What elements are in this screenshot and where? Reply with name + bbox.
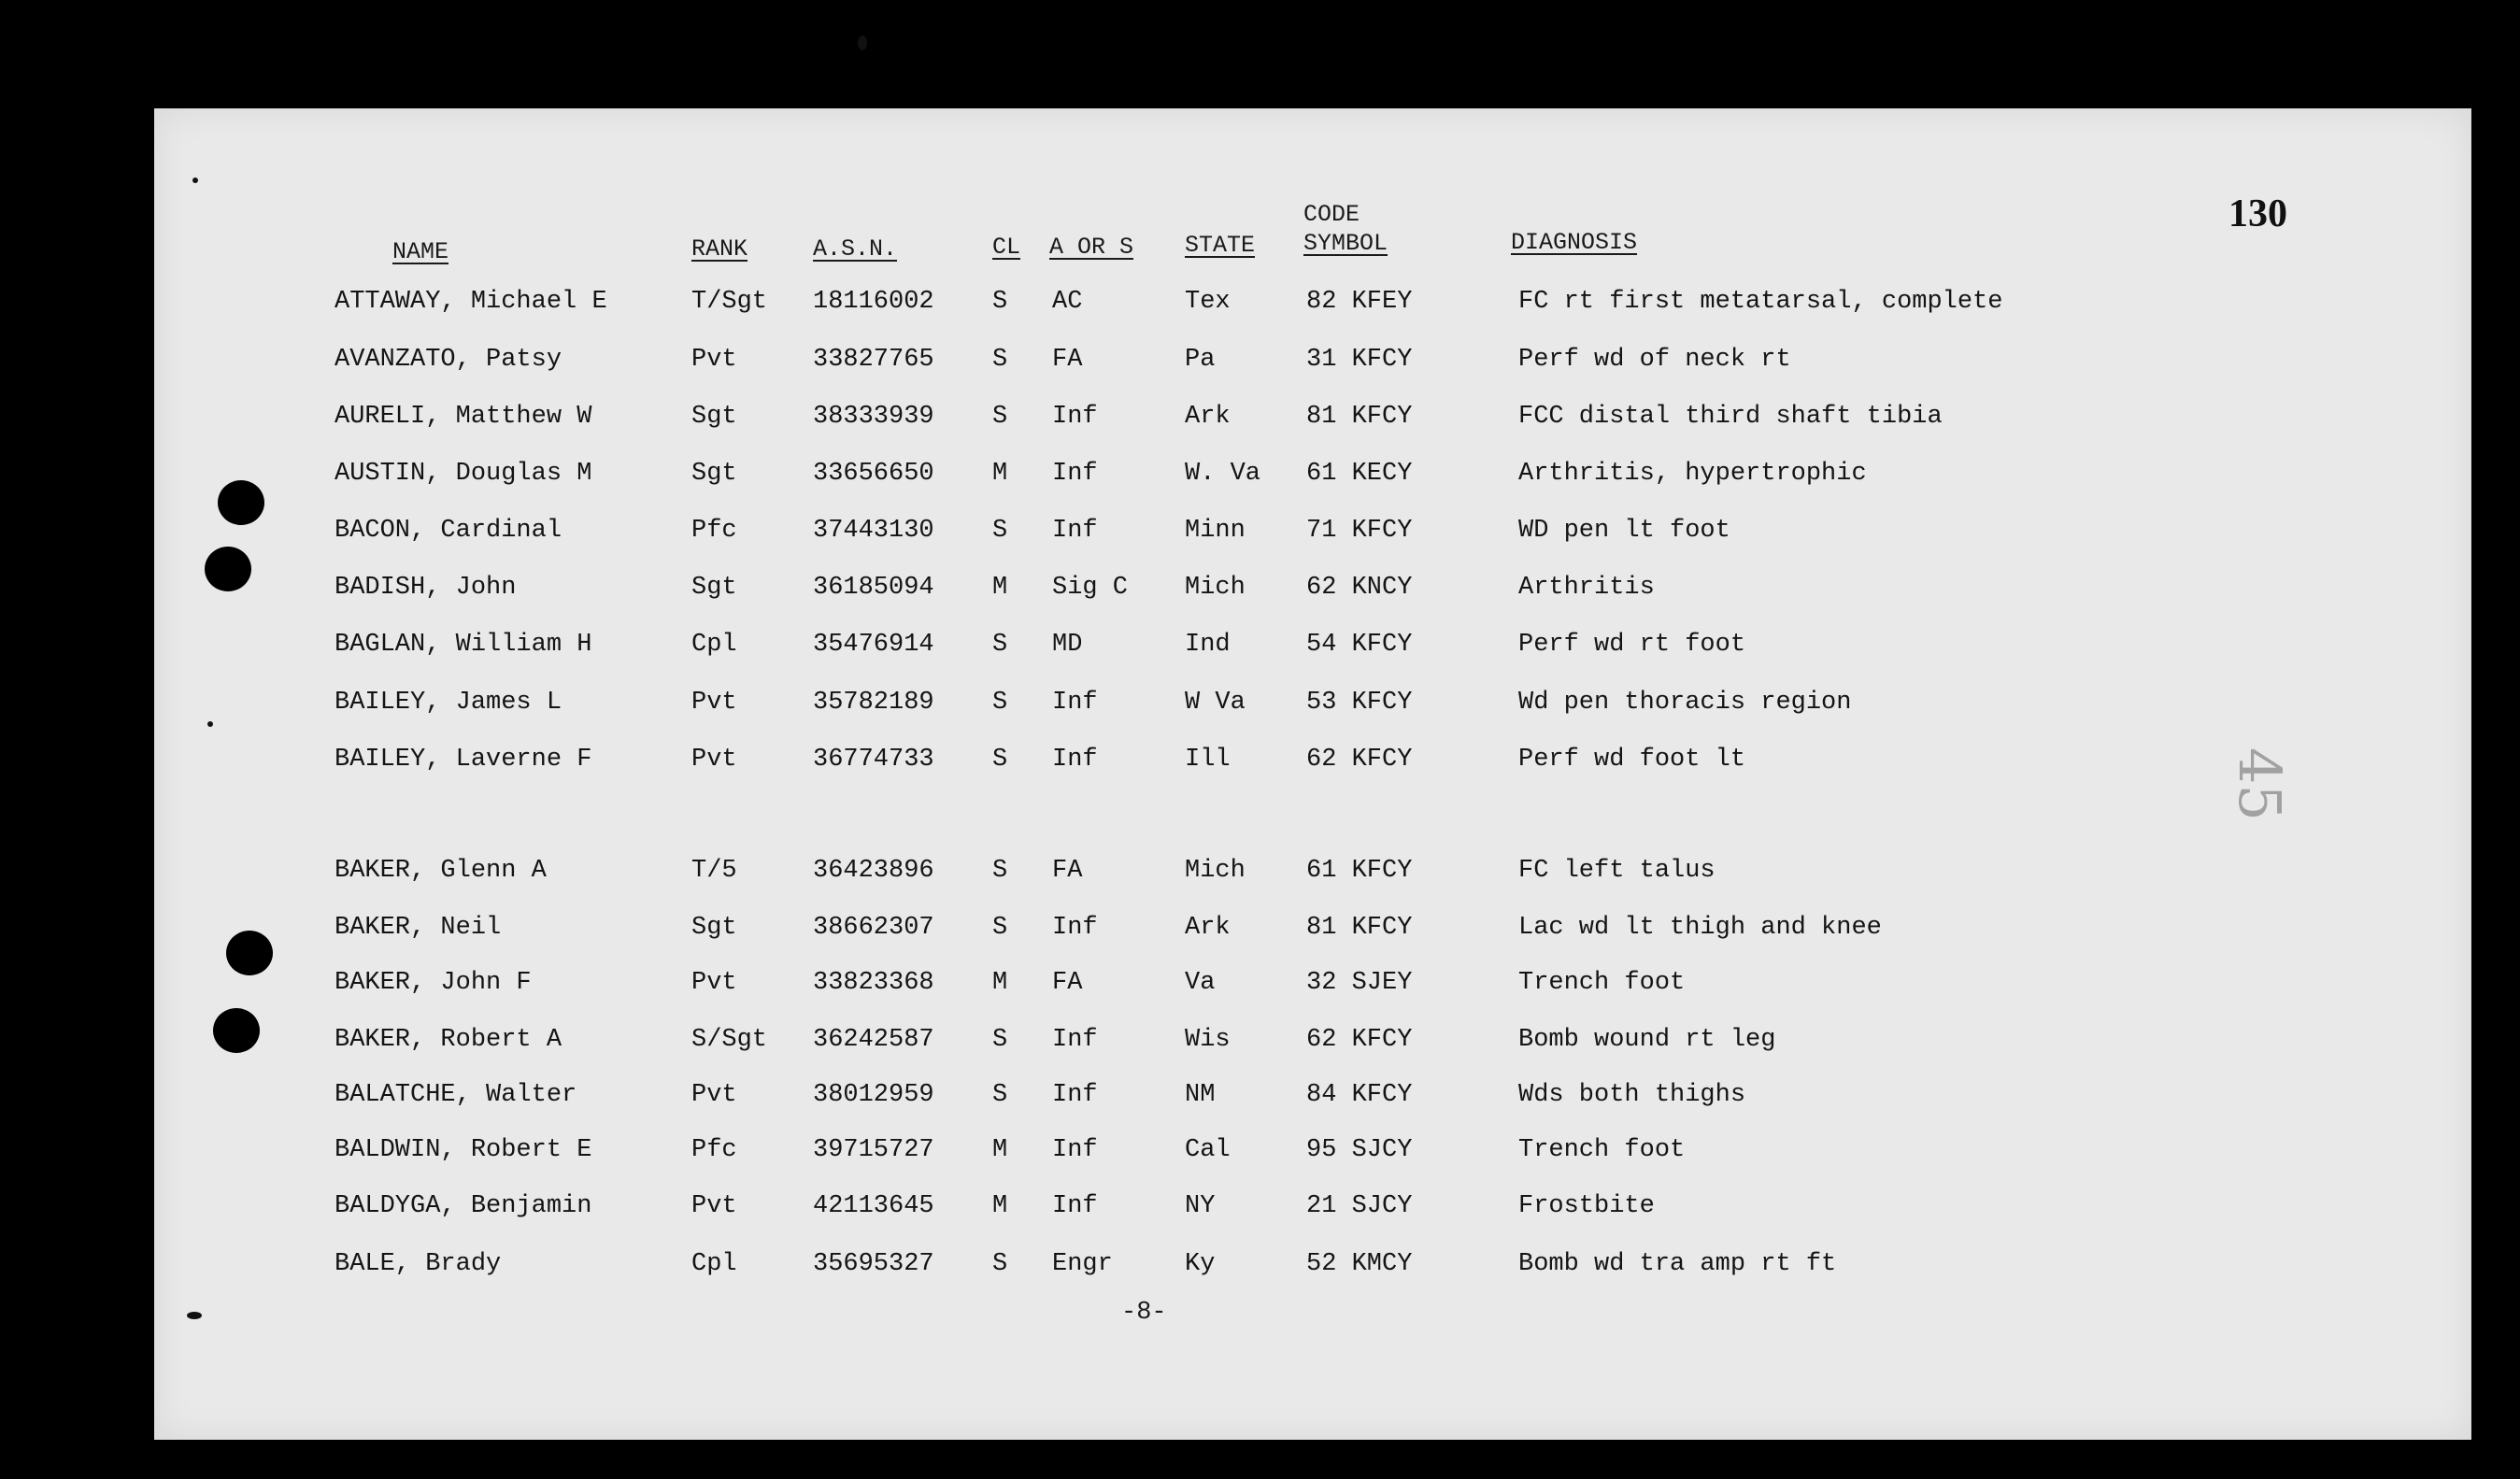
cell-a-or-s: Inf [1052, 689, 1098, 717]
page-number: 130 [2228, 192, 2287, 235]
page-footer: -8- [1121, 1299, 1167, 1327]
cell-cl: M [992, 969, 1008, 997]
cell-asn: 38662307 [813, 914, 934, 942]
cell-a-or-s: AC [1052, 288, 1083, 316]
cell-a-or-s: FA [1052, 346, 1083, 374]
table-row [0, 288, 2520, 329]
scan-speck [858, 36, 867, 50]
cell-code: 54 KFCY [1306, 631, 1413, 659]
cell-name: BAGLAN, William H [335, 631, 592, 659]
cell-a-or-s: Inf [1052, 1026, 1098, 1054]
margin-note: 45 [2226, 747, 2294, 821]
table-row [0, 403, 2520, 444]
cell-diagnosis: Bomb wd tra amp rt ft [1518, 1250, 1837, 1278]
cell-asn: 38012959 [813, 1081, 934, 1109]
header-symbol: SYMBOL [1303, 230, 1388, 257]
cell-asn: 36423896 [813, 857, 934, 885]
cell-name: ATTAWAY, Michael E [335, 288, 607, 316]
cell-name: BALDYGA, Benjamin [335, 1192, 592, 1220]
cell-a-or-s: Inf [1052, 1192, 1098, 1220]
cell-diagnosis: Wds both thighs [1518, 1081, 1746, 1109]
header-rank: RANK [691, 235, 748, 263]
cell-rank: T/5 [691, 857, 737, 885]
table-row [0, 1081, 2520, 1122]
cell-diagnosis: Bomb wound rt leg [1518, 1026, 1776, 1054]
cell-asn: 18116002 [813, 288, 934, 316]
cell-asn: 38333939 [813, 403, 934, 431]
cell-cl: M [992, 1192, 1008, 1220]
cell-state: Wis [1185, 1026, 1231, 1054]
cell-code: 82 KFEY [1306, 288, 1413, 316]
cell-code: 84 KFCY [1306, 1081, 1413, 1109]
cell-state: Pa [1185, 346, 1216, 374]
header-asn: A.S.N. [813, 235, 898, 263]
cell-state: NY [1185, 1192, 1216, 1220]
cell-diagnosis: Perf wd foot lt [1518, 746, 1746, 774]
table-row [0, 1192, 2520, 1233]
table-row [0, 517, 2520, 558]
cell-cl: S [992, 1250, 1008, 1278]
scan-speck [187, 1312, 202, 1319]
cell-name: AURELI, Matthew W [335, 403, 592, 431]
cell-code: 81 KFCY [1306, 914, 1413, 942]
table-row [0, 574, 2520, 615]
cell-state: Ky [1185, 1250, 1216, 1278]
cell-code: 32 SJEY [1306, 969, 1413, 997]
cell-state: NM [1185, 1081, 1216, 1109]
cell-a-or-s: Inf [1052, 460, 1098, 488]
cell-diagnosis: Wd pen thoracis region [1518, 689, 1852, 717]
cell-rank: S/Sgt [691, 1026, 768, 1054]
cell-state: Ind [1185, 631, 1231, 659]
cell-a-or-s: Inf [1052, 914, 1098, 942]
cell-code: 61 KFCY [1306, 857, 1413, 885]
cell-asn: 39715727 [813, 1136, 934, 1164]
cell-state: W Va [1185, 689, 1246, 717]
cell-a-or-s: MD [1052, 631, 1083, 659]
cell-asn: 36242587 [813, 1026, 934, 1054]
cell-cl: M [992, 1136, 1008, 1164]
table-row [0, 969, 2520, 1010]
cell-asn: 36774733 [813, 746, 934, 774]
cell-asn: 35476914 [813, 631, 934, 659]
cell-diagnosis: WD pen lt foot [1518, 517, 1730, 545]
cell-cl: S [992, 288, 1008, 316]
cell-diagnosis: Arthritis [1518, 574, 1655, 602]
cell-code: 53 KFCY [1306, 689, 1413, 717]
cell-diagnosis: Perf wd of neck rt [1518, 346, 1791, 374]
cell-code: 21 SJCY [1306, 1192, 1413, 1220]
cell-rank: Sgt [691, 914, 737, 942]
cell-code: 81 KFCY [1306, 403, 1413, 431]
header-cl: CL [992, 234, 1021, 261]
cell-diagnosis: FCC distal third shaft tibia [1518, 403, 1943, 431]
cell-cl: S [992, 914, 1008, 942]
cell-rank: Pvt [691, 1192, 737, 1220]
cell-rank: Cpl [691, 631, 737, 659]
scan-speck [192, 178, 198, 183]
cell-name: BAKER, Glenn A [335, 857, 547, 885]
table-row [0, 631, 2520, 672]
table-row [0, 857, 2520, 898]
cell-asn: 35782189 [813, 689, 934, 717]
cell-cl: S [992, 1026, 1008, 1054]
cell-a-or-s: Inf [1052, 517, 1098, 545]
cell-name: BADISH, John [335, 574, 517, 602]
cell-code: 62 KFCY [1306, 746, 1413, 774]
cell-asn: 36185094 [813, 574, 934, 602]
cell-state: Ill [1185, 746, 1231, 774]
cell-name: BAILEY, James L [335, 689, 562, 717]
cell-rank: Cpl [691, 1250, 737, 1278]
cell-rank: T/Sgt [691, 288, 768, 316]
cell-asn: 33823368 [813, 969, 934, 997]
cell-rank: Sgt [691, 574, 737, 602]
table-row [0, 914, 2520, 955]
header-a-or-s: A OR S [1049, 234, 1134, 261]
cell-code: 62 KFCY [1306, 1026, 1413, 1054]
cell-a-or-s: Engr [1052, 1250, 1113, 1278]
table-row [0, 689, 2520, 730]
cell-rank: Pfc [691, 517, 737, 545]
cell-name: BALDWIN, Robert E [335, 1136, 592, 1164]
cell-a-or-s: Inf [1052, 1081, 1098, 1109]
cell-name: BALE, Brady [335, 1250, 502, 1278]
cell-a-or-s: Sig C [1052, 574, 1129, 602]
cell-rank: Sgt [691, 460, 737, 488]
cell-rank: Pvt [691, 969, 737, 997]
cell-diagnosis: FC left talus [1518, 857, 1716, 885]
cell-name: BAKER, Neil [335, 914, 502, 942]
cell-cl: S [992, 631, 1008, 659]
cell-a-or-s: FA [1052, 857, 1083, 885]
cell-a-or-s: FA [1052, 969, 1083, 997]
header-diagnosis: DIAGNOSIS [1511, 229, 1638, 256]
cell-cl: S [992, 689, 1008, 717]
cell-diagnosis: Arthritis, hypertrophic [1518, 460, 1867, 488]
cell-name: BAKER, Robert A [335, 1026, 562, 1054]
cell-rank: Pvt [691, 1081, 737, 1109]
cell-state: Mich [1185, 574, 1246, 602]
cell-cl: M [992, 574, 1008, 602]
cell-name: BALATCHE, Walter [335, 1081, 577, 1109]
cell-rank: Pvt [691, 746, 737, 774]
table-row [0, 1026, 2520, 1067]
cell-code: 31 KFCY [1306, 346, 1413, 374]
cell-diagnosis: Trench foot [1518, 1136, 1686, 1164]
cell-state: Cal [1185, 1136, 1231, 1164]
cell-diagnosis: FC rt first metatarsal, complete [1518, 288, 2003, 316]
cell-diagnosis: Lac wd lt thigh and knee [1518, 914, 1882, 942]
cell-rank: Pvt [691, 689, 737, 717]
cell-state: W. Va [1185, 460, 1261, 488]
cell-cl: M [992, 460, 1008, 488]
cell-cl: S [992, 1081, 1008, 1109]
table-row [0, 1136, 2520, 1177]
cell-asn: 35695327 [813, 1250, 934, 1278]
table-row [0, 746, 2520, 787]
cell-cl: S [992, 346, 1008, 374]
cell-rank: Pfc [691, 1136, 737, 1164]
cell-code: 52 KMCY [1306, 1250, 1413, 1278]
cell-name: BAKER, John F [335, 969, 532, 997]
cell-state: Ark [1185, 403, 1231, 431]
cell-a-or-s: Inf [1052, 746, 1098, 774]
cell-name: AUSTIN, Douglas M [335, 460, 592, 488]
cell-a-or-s: Inf [1052, 1136, 1098, 1164]
table-row [0, 460, 2520, 501]
cell-asn: 42113645 [813, 1192, 934, 1220]
cell-state: Ark [1185, 914, 1231, 942]
cell-name: BAILEY, Laverne F [335, 746, 592, 774]
cell-cl: S [992, 517, 1008, 545]
cell-asn: 37443130 [813, 517, 934, 545]
cell-state: Mich [1185, 857, 1246, 885]
cell-cl: S [992, 857, 1008, 885]
cell-diagnosis: Trench foot [1518, 969, 1686, 997]
cell-asn: 33656650 [813, 460, 934, 488]
cell-state: Tex [1185, 288, 1231, 316]
cell-state: Va [1185, 969, 1216, 997]
cell-rank: Pvt [691, 346, 737, 374]
cell-a-or-s: Inf [1052, 403, 1098, 431]
cell-rank: Sgt [691, 403, 737, 431]
cell-cl: S [992, 746, 1008, 774]
cell-name: BACON, Cardinal [335, 517, 562, 545]
cell-code: 95 SJCY [1306, 1136, 1413, 1164]
table-row [0, 1250, 2520, 1291]
table-row [0, 346, 2520, 387]
header-state: STATE [1185, 232, 1256, 259]
cell-cl: S [992, 403, 1008, 431]
header-code: CODE [1303, 201, 1360, 228]
cell-asn: 33827765 [813, 346, 934, 374]
cell-code: 62 KNCY [1306, 574, 1413, 602]
cell-code: 61 KECY [1306, 460, 1413, 488]
cell-diagnosis: Perf wd rt foot [1518, 631, 1746, 659]
cell-diagnosis: Frostbite [1518, 1192, 1655, 1220]
cell-code: 71 KFCY [1306, 517, 1413, 545]
cell-state: Minn [1185, 517, 1246, 545]
header-name: NAME [392, 238, 449, 265]
cell-name: AVANZATO, Patsy [335, 346, 562, 374]
